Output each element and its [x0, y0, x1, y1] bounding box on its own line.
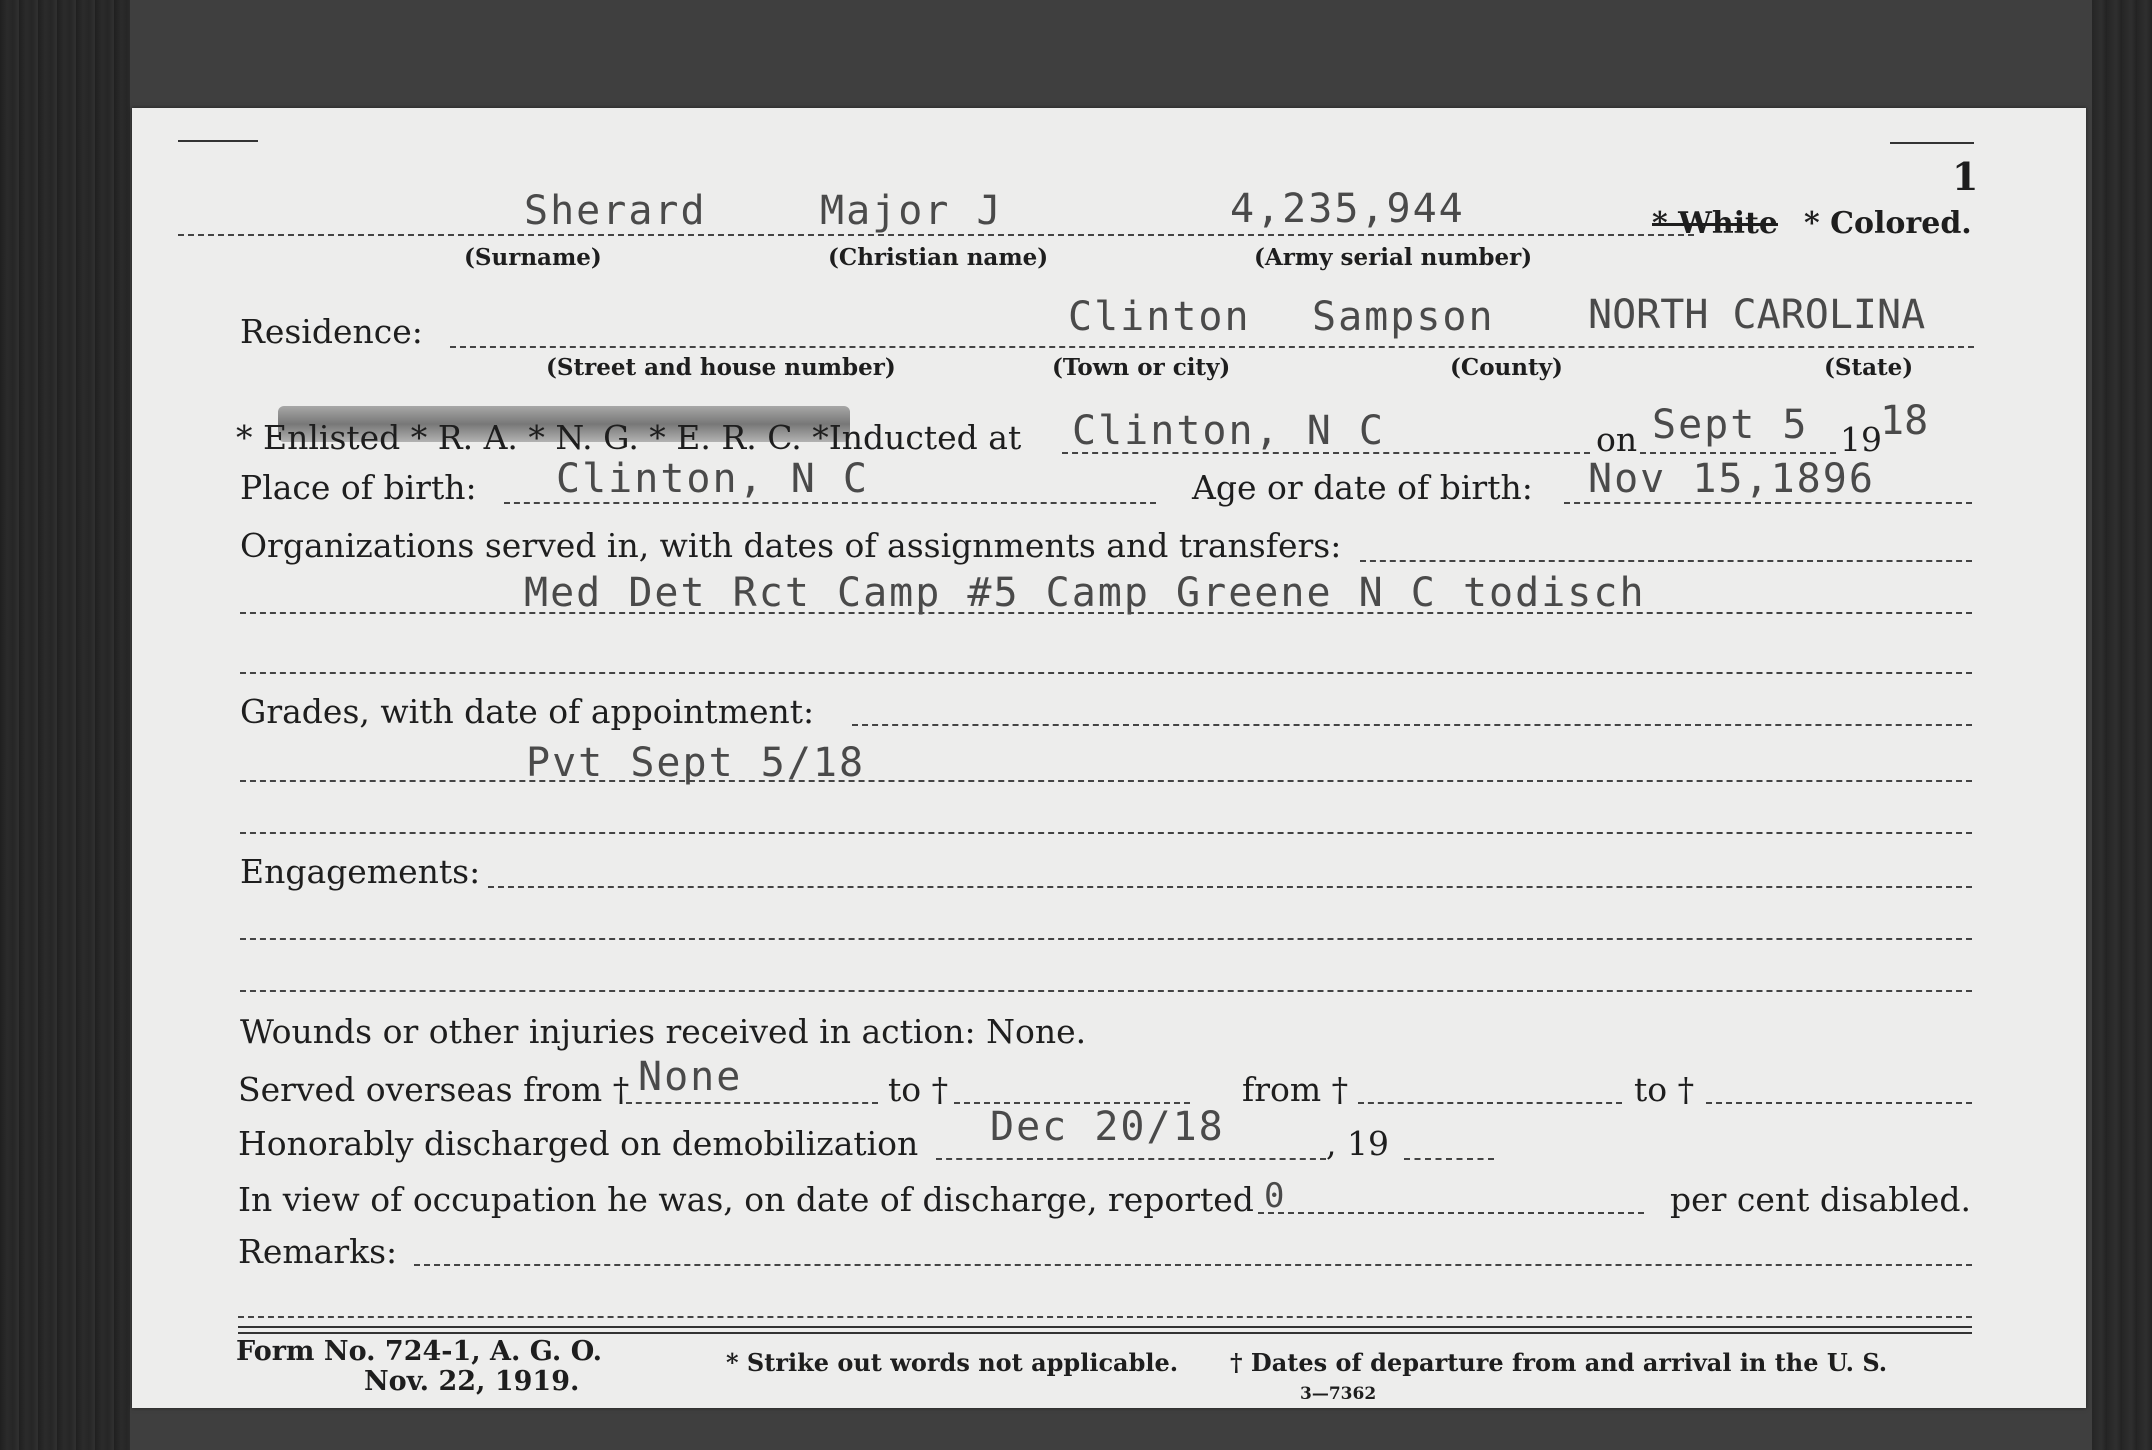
residence-label: Residence:: [240, 312, 423, 351]
name-line: [178, 234, 1694, 236]
to-label-2: to †: [1634, 1070, 1695, 1109]
top-right-mark: [1890, 142, 1974, 144]
footer-rule-2: [238, 1332, 1972, 1334]
dates-note: † Dates of departure from and arrival in the U. S.: [1230, 1348, 1888, 1377]
organizations-line-1: [1360, 560, 1972, 562]
engagements-line-3: [240, 990, 1972, 992]
on-label: on: [1596, 420, 1638, 459]
engagements-label: Engagements:: [240, 852, 481, 891]
year-value: 18: [1880, 398, 1929, 444]
organizations-label: Organizations served in, with dates of assignments and transfers:: [240, 526, 1342, 565]
birth-date-line: [1564, 502, 1972, 504]
discharge-year-line: [1404, 1158, 1494, 1160]
remarks-line-1: [414, 1264, 1972, 1266]
surname-value: Sherard: [524, 188, 707, 234]
grades-value: Pvt Sept 5/18: [526, 740, 866, 786]
card-number: 1: [1952, 154, 1979, 199]
overseas-label: Served overseas from †: [238, 1070, 630, 1109]
christian-name-caption: (Christian name): [828, 244, 1049, 271]
state-caption: (State): [1824, 354, 1914, 381]
print-code: 3—7362: [1300, 1384, 1377, 1404]
footer-rule-1: [238, 1326, 1972, 1328]
from-label: from †: [1242, 1070, 1349, 1109]
grades-line-3: [240, 832, 1972, 834]
year-prefix: 19: [1840, 420, 1882, 459]
street-caption: (Street and house number): [546, 354, 896, 381]
top-left-mark: [178, 140, 258, 142]
race-colored: * Colored.: [1804, 206, 1972, 241]
discharge-line: [936, 1158, 1326, 1160]
to-label-1: to †: [888, 1070, 949, 1109]
enlisted-label: * Enlisted * R. A. * N. G. * E. R. C. *Inducted at: [236, 418, 1022, 457]
residence-line: [450, 346, 1974, 348]
remarks-label: Remarks:: [238, 1232, 398, 1271]
overseas-from-line: [626, 1102, 878, 1104]
overseas-value: None: [638, 1054, 743, 1100]
overseas-from-line-2: [1358, 1102, 1622, 1104]
discharge-year: , 19: [1326, 1124, 1389, 1163]
surname-caption: (Surname): [464, 244, 602, 271]
disabled-label: per cent disabled.: [1670, 1180, 1972, 1219]
serial-caption: (Army serial number): [1254, 244, 1533, 271]
town-value: Clinton: [1068, 294, 1251, 340]
inducted-date-line: [1640, 452, 1836, 454]
birth-place-label: Place of birth:: [240, 468, 477, 507]
overseas-to-line-2: [1706, 1102, 1972, 1104]
race-white-text: * White: [1652, 206, 1778, 241]
grades-line-2: [240, 780, 1972, 782]
engagements-line-1: [488, 886, 1972, 888]
form-number: Form No. 724-1, A. G. O.: [236, 1336, 603, 1367]
strike-note: * Strike out words not applicable.: [726, 1348, 1179, 1377]
town-caption: (Town or city): [1052, 354, 1231, 381]
county-value: Sampson: [1312, 294, 1495, 340]
inducted-place-value: Clinton, N C: [1072, 408, 1385, 454]
occupation-label: In view of occupation he was, on date of discharge, reported: [238, 1180, 1254, 1219]
serial-number-value: 4,235,944: [1230, 186, 1465, 232]
wounds-label: Wounds or other injuries received in action: None.: [240, 1012, 1087, 1051]
engagements-line-2: [240, 938, 1972, 940]
disabled-line: [1258, 1212, 1644, 1214]
birth-date-label: Age or date of birth:: [1192, 468, 1533, 507]
remarks-line-2: [238, 1316, 1972, 1318]
grades-label: Grades, with date of appointment:: [240, 692, 815, 731]
county-caption: (County): [1450, 354, 1563, 381]
organizations-value: Med Det Rct Camp #5 Camp Greene N C todisch: [524, 570, 1646, 616]
disabled-value: 0: [1264, 1176, 1287, 1216]
organizations-line-3: [240, 672, 1972, 674]
form-date: Nov. 22, 1919.: [364, 1366, 580, 1397]
service-record-card: [132, 108, 2086, 1408]
birth-date-value: Nov 15,1896: [1588, 456, 1875, 502]
grades-line-1: [852, 724, 1972, 726]
discharge-label: Honorably discharged on demobilization: [238, 1124, 919, 1163]
state-value: NORTH CAROLINA: [1588, 292, 1926, 338]
race-white: [1652, 206, 1778, 241]
birth-place-value: Clinton, N C: [556, 456, 869, 502]
birth-place-line: [504, 502, 1156, 504]
discharge-value: Dec 20/18: [990, 1104, 1225, 1150]
inducted-date-value: Sept 5: [1652, 402, 1809, 448]
christian-name-value: Major J: [820, 188, 1003, 234]
